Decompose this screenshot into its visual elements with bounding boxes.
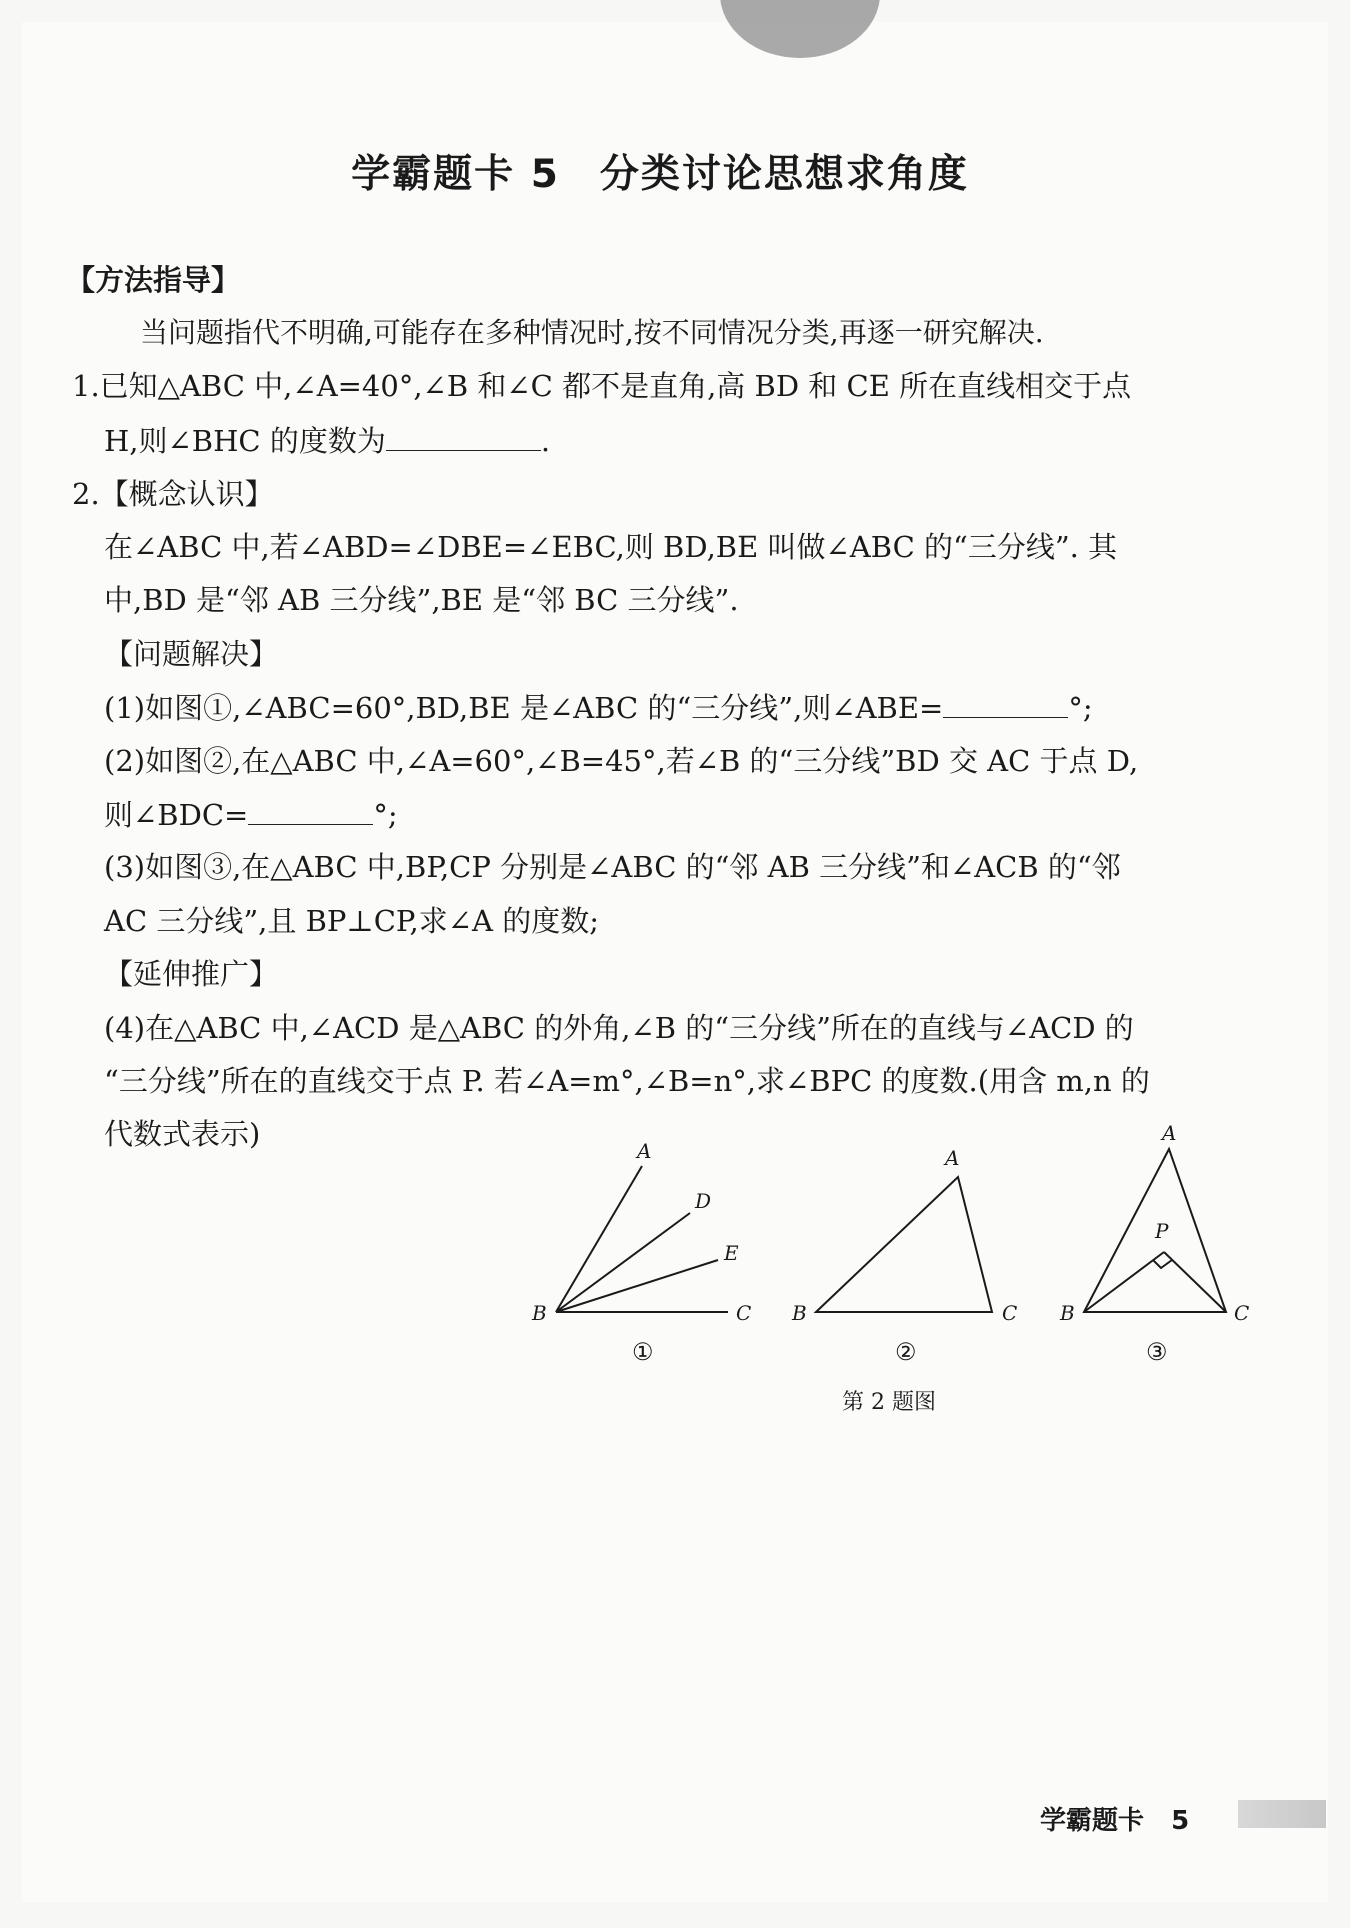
page-number: 5 <box>1171 1806 1190 1836</box>
q2-part3-line1: (3)如图③,在△ABC 中,BP,CP 分别是∠ABC 的“邻 AB 三分线”和∠ACB 的“邻 <box>104 850 1121 884</box>
q2-part2-text: 则∠BDC= <box>104 798 249 832</box>
extend-heading: 【延伸推广】 <box>104 957 279 991</box>
fig3-segment-bp <box>1084 1252 1164 1312</box>
fig1-label-b: B <box>532 1301 547 1325</box>
footer <box>1040 1800 1189 1837</box>
fig3-label-p: P <box>1155 1219 1169 1243</box>
method-text: 当问题指代不明确,可能存在多种情况时,按不同情况分类,再逐一研究解决. <box>140 316 1044 349</box>
fig3-segment-cp <box>1164 1252 1226 1312</box>
fig3-label-b: B <box>1060 1301 1075 1325</box>
fig1-label-a: A <box>637 1139 652 1163</box>
fig1-label-d: D <box>695 1189 712 1213</box>
fig2-label-b: B <box>792 1301 807 1325</box>
q2-heading: 2.【概念认识】 <box>72 477 274 511</box>
figure-caption: 第 2 题图 <box>842 1390 936 1415</box>
q2-concept-line2: 中,BD 是“邻 AB 三分线”,BE 是“邻 BC 三分线”. <box>104 583 739 617</box>
q2-part2-line1: (2)如图②,在△ABC 中,∠A=60°,∠B=45°,若∠B 的“三分线”BD 交 AC 于点 D, <box>104 744 1139 778</box>
q2-part1-text: (1)如图①,∠ABC=60°,BD,BE 是∠ABC 的“三分线”,则∠ABE= <box>104 691 944 725</box>
figure-1 <box>556 1166 728 1312</box>
fig1-number: ① <box>632 1338 654 1366</box>
fig2-label-c: C <box>1002 1301 1018 1325</box>
fig2-number: ② <box>895 1338 917 1366</box>
fig1-ray-bd <box>556 1213 690 1312</box>
fig3-label-a: A <box>1162 1121 1177 1145</box>
fig1-ray-ba <box>556 1166 642 1312</box>
figure-2 <box>816 1177 992 1312</box>
footer-bar <box>1238 1800 1326 1828</box>
q2-concept-line1: 在∠ABC 中,若∠ABD=∠DBE=∠EBC,则 BD,BE 叫做∠ABC 的“三分线”. 其 <box>104 530 1118 564</box>
q2-part4-line1: (4)在△ABC 中,∠ACD 是△ABC 的外角,∠B 的“三分线”所在的直线与∠ACD 的 <box>104 1011 1134 1045</box>
fig3-label-c: C <box>1234 1301 1250 1325</box>
title-right: 分类讨论思想求角度 <box>599 152 969 197</box>
fig2-triangle <box>816 1177 992 1312</box>
title-left: 学霸题卡 5 <box>351 152 560 197</box>
footer-text: 学霸题卡 <box>1040 1806 1145 1836</box>
q1-line2-text: H,则∠BHC 的度数为 <box>104 424 386 458</box>
fig3-number: ③ <box>1146 1338 1168 1366</box>
q2-part2-end: °; <box>373 798 398 832</box>
fig3-right-angle-mark <box>1153 1260 1172 1268</box>
q2-part3-line2: AC 三分线”,且 BP⊥CP,求∠A 的度数; <box>104 904 599 938</box>
solve-heading: 【问题解决】 <box>104 637 279 671</box>
fig1-label-c: C <box>736 1301 752 1325</box>
method-heading: 【方法指导】 <box>66 263 241 297</box>
q1-line1: 1.已知△ABC 中,∠A=40°,∠B 和∠C 都不是直角,高 BD 和 CE 所在直线相交于点 <box>72 369 1132 403</box>
q1-line2-end: . <box>540 424 551 458</box>
fig1-label-e: E <box>724 1241 739 1265</box>
q2-part1-end: °; <box>1068 691 1093 725</box>
fig2-label-a: A <box>945 1146 960 1170</box>
q2-part4-line2: “三分线”所在的直线交于点 P. 若∠A=m°,∠B=n°,求∠BPC 的度数.(用含 m,n 的 <box>104 1064 1150 1098</box>
fig1-ray-be <box>556 1260 718 1312</box>
q2-part4-line3: 代数式表示) <box>104 1117 261 1151</box>
